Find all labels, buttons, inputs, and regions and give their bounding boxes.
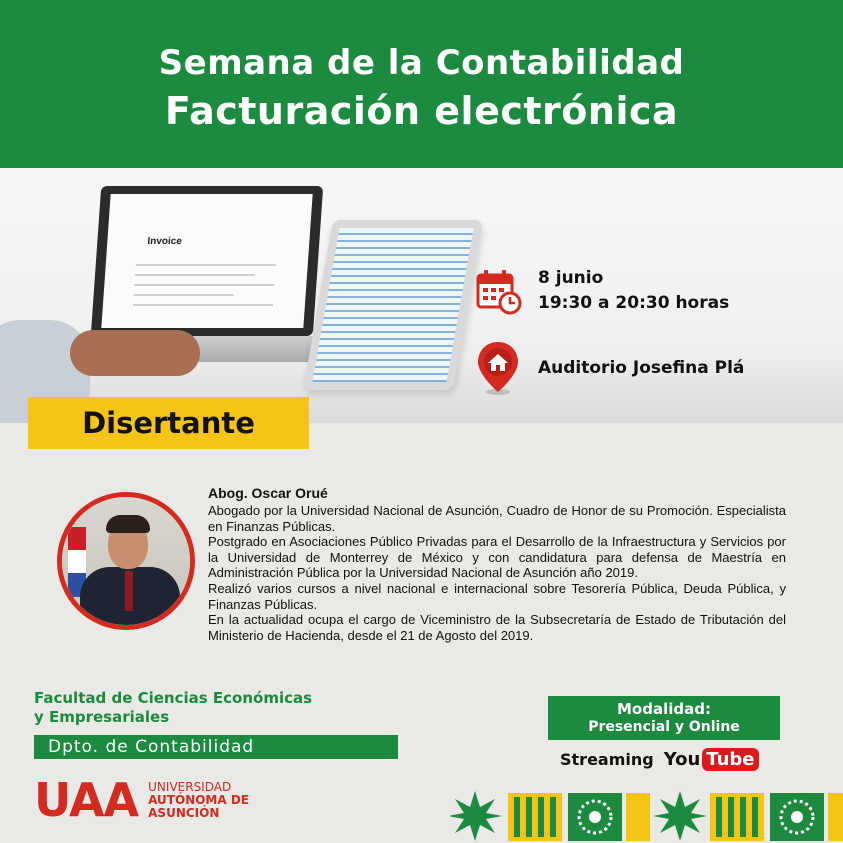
header-banner	[0, 0, 843, 168]
decorative-pattern	[450, 789, 843, 843]
spreadsheet	[312, 228, 473, 382]
tablet	[303, 220, 483, 390]
uaa-logo-mark: UAA	[34, 773, 139, 827]
modality-badge	[548, 696, 780, 740]
streaming-label: Streaming	[560, 750, 654, 769]
university-name: UNIVERSIDAD AUTÓNOMA DE ASUNCIÓN	[148, 779, 249, 820]
speaker-bio	[208, 503, 786, 643]
event-date: 8 junio	[538, 268, 604, 288]
event-venue	[474, 340, 744, 396]
invoice-label: Invoice	[146, 236, 183, 247]
university-logo	[34, 775, 249, 825]
bio-paragraph: Postgrado en Asociaciones Público Privadas para el Desarrollo de la Infraestructura y Servicios por la Universidad de Monterrey de México y con candidatura para defensa de Maestría en Administración Pública por la Universidad Nacional de Asunción año 2019.	[208, 534, 786, 581]
event-subtitle: Facturación electrónica	[164, 89, 679, 133]
modality-title: Modalidad:	[617, 700, 711, 718]
modality-value: Presencial y Online	[588, 719, 740, 735]
bio-paragraph: Abogado por la Universidad Nacional de Asunción, Cuadro de Honor de su Promoción. Especialista en Finanzas Públicas.	[208, 503, 786, 534]
bio-paragraph: Realizó varios cursos a nivel nacional e internacional sobre Tesorería Pública, Deuda Pública, y Finanzas Públicas.	[208, 580, 786, 612]
speaker-avatar	[57, 492, 195, 630]
map-pin-home-icon	[474, 340, 522, 396]
faculty-name: Facultad de Ciencias Económicas y Empresariales	[34, 689, 313, 726]
event-time: 19:30 a 20:30 horas	[538, 293, 730, 313]
speaker-name: Abog. Oscar Orué	[208, 485, 328, 501]
venue-name: Auditorio Josefina Plá	[538, 357, 745, 378]
speaker-section-label: Disertante	[28, 397, 309, 449]
youtube-logo-icon: You Tube	[664, 748, 759, 771]
department-label: Dpto. de Contabilidad	[34, 735, 398, 759]
bio-paragraph: En la actualidad ocupa el cargo de Viceministro de la Subsecretaría de Estado de Tributación del Ministerio de Hacienda, desde el 21 de Agosto del 2019.	[208, 612, 786, 643]
calendar-clock-icon	[474, 267, 522, 315]
streaming-info	[560, 748, 759, 771]
event-datetime	[474, 266, 729, 316]
event-title: Semana de la Contabilidad	[158, 43, 685, 83]
